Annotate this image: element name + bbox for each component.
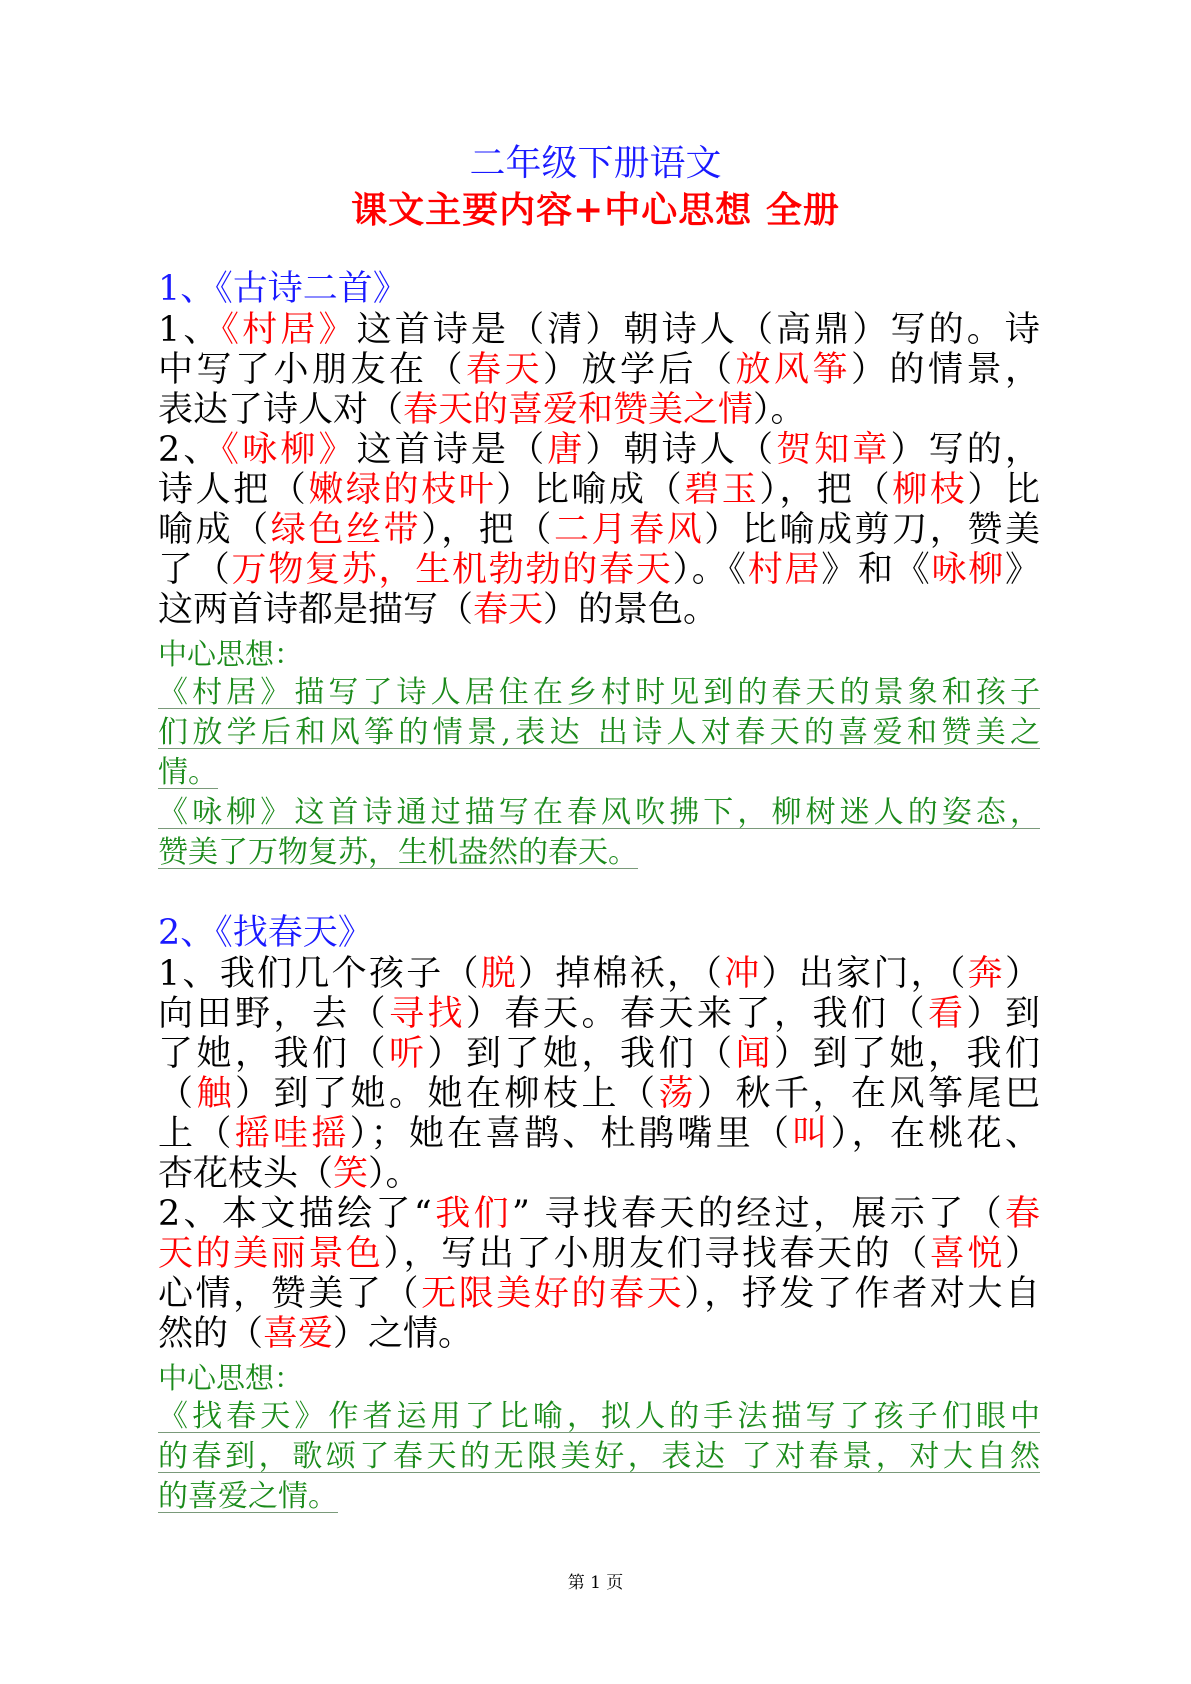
section-heading: 2、《找春天》 (158, 913, 373, 953)
document-title: 二年级下册语文 (469, 143, 722, 184)
answer-text: 无限美好的春天 (421, 1274, 685, 1314)
center-idea-text: 《村居》描写了诗人居住在乡村时见到的春天的景象和孩子 (158, 675, 1040, 710)
text-segment: ）秋千，在风筝尾巴 (696, 1074, 1040, 1114)
text-segment: ）的景色。 (543, 590, 719, 630)
answer-text: 柳枝 (892, 470, 968, 510)
text-segment: ），抒发了作者对大自 (684, 1274, 1040, 1314)
answer-text: 闻 (735, 1034, 774, 1074)
section-heading: 1、《古诗二首》 (158, 269, 408, 309)
text-segment: ） (1004, 1234, 1040, 1274)
answer-text: 二月春风 (553, 510, 705, 550)
text-segment: 1、我们几个孩子（ (158, 954, 481, 994)
text-segment: ）；她在喜鹊、杜鹃嘴里（ (349, 1114, 793, 1154)
text-segment: ）到了她，我们 (773, 1034, 1040, 1074)
answer-text: 春天的喜爱和赞美之情 (403, 390, 754, 430)
center-idea-text: 们放学后和风筝的情景,表达 出诗人对春天的喜爱和赞美之 (158, 715, 1040, 750)
answer-text: 村居 (747, 550, 822, 590)
center-idea-text: 《咏柳》这首诗通过描写在春风吹拂下，柳树迷人的姿态， (158, 795, 1040, 830)
answer-text: 荡 (658, 1074, 697, 1114)
text-segment: ）到 (966, 994, 1040, 1034)
answer-text: 奔 (967, 954, 1005, 994)
text-line (158, 1154, 1040, 1194)
answer-text: 《村居》 (221, 310, 357, 350)
document-subtitle: 课文主要内容+中心思想 全册 (351, 189, 840, 231)
text-segment: ）。 (368, 1154, 421, 1194)
text-segment: 向田野，去（ (158, 994, 389, 1034)
text-segment: 清 (547, 310, 586, 350)
text-line (158, 470, 1040, 510)
text-segment: （ (158, 1074, 197, 1114)
text-line (158, 1274, 1040, 1314)
text-segment: 2、本文描绘了“ (158, 1194, 432, 1234)
text-segment: ），在桃花、 (830, 1114, 1040, 1154)
answer-text: 喜爱 (263, 1314, 334, 1354)
text-segment: ）掉棉袄，（ (518, 954, 725, 994)
center-idea-line (158, 794, 1040, 834)
center-idea-line (158, 834, 1040, 874)
text-segment: 高鼎 (776, 310, 853, 350)
answer-text: 听 (388, 1034, 428, 1074)
center-idea-line (158, 754, 1040, 794)
text-segment: 这首诗是（ (356, 430, 548, 470)
text-line (158, 590, 1040, 630)
text-line (158, 1074, 1040, 1114)
answer-text: 贺知章 (776, 430, 891, 470)
center-idea-label: 中心思想： (158, 637, 304, 671)
answer-text: 春天 (465, 350, 543, 390)
center-idea-line (158, 1478, 1040, 1518)
answer-text: 嫩绿的枝叶 (308, 470, 497, 510)
text-segment: 诗人把（ (158, 470, 309, 510)
text-line (158, 1314, 1040, 1354)
answer-text: 摇哇摇 (234, 1114, 350, 1154)
answer-text: 春 (1004, 1194, 1040, 1234)
answer-text: 我们 (431, 1194, 512, 1234)
text-segment: 了（ (158, 550, 232, 590)
text-line (158, 1234, 1040, 1274)
answer-text: 唐 (547, 430, 586, 470)
answer-text: 冲 (724, 954, 762, 994)
text-line (158, 954, 1040, 994)
answer-text: 寻找 (388, 994, 466, 1034)
text-segment: 2、 (158, 430, 222, 470)
answer-text: 春天 (473, 590, 544, 630)
text-segment: ）到了她，我们（ (427, 1034, 736, 1074)
text-segment: 中写了小朋友在（ (158, 350, 466, 390)
answer-text: 笑 (333, 1154, 369, 1194)
text-segment: ” 寻找春天的经过，展示了（ (512, 1194, 1005, 1234)
text-segment: 上（ (158, 1114, 235, 1154)
text-segment: 然的（ (158, 1314, 264, 1354)
text-segment: 了她，我们（ (158, 1034, 389, 1074)
text-segment: ）朝诗人（ (585, 430, 777, 470)
center-idea-line (158, 1398, 1040, 1438)
text-segment: ）之情。 (333, 1314, 474, 1354)
text-segment: ）写的。诗 (852, 310, 1040, 350)
text-line (158, 350, 1040, 390)
text-segment: ）写的， (890, 430, 1040, 470)
center-idea-text: 的春到，歌颂了春天的无限美好，表达 了对春景，对大自然 (158, 1439, 1040, 1474)
text-segment: 》 (1004, 550, 1040, 590)
text-segment: 杏花枝头（ (158, 1154, 334, 1194)
text-line (158, 430, 1040, 470)
text-segment: 》和《 (821, 550, 932, 590)
text-segment: 表达了诗人对（ (158, 390, 404, 430)
text-line (158, 1194, 1040, 1234)
text-segment: ）春天。春天来了，我们（ (465, 994, 928, 1034)
text-segment: ）。《 (672, 550, 748, 590)
text-segment: ）的情景， (850, 350, 1040, 390)
text-line (158, 994, 1040, 1034)
text-segment: 这两首诗都是描写（ (158, 590, 474, 630)
text-line (158, 1034, 1040, 1074)
text-segment: ），把（ (759, 470, 893, 510)
answer-text: 万物复苏，生机勃勃的春天 (231, 550, 673, 590)
answer-text: 碧玉 (684, 470, 760, 510)
text-segment: ）放学后（ (542, 350, 736, 390)
text-segment: ）比 (967, 470, 1040, 510)
center-idea-text: 赞美了万物复苏，生机盎然的春天。 (158, 835, 638, 870)
text-segment: ），把（ (421, 510, 554, 550)
answer-text: 天的美丽景色 (158, 1234, 384, 1274)
answer-text: 喜悦 (929, 1234, 1005, 1274)
section-zhao-chuntian (158, 912, 1040, 1518)
center-idea-text: 情。 (158, 755, 218, 790)
text-segment: ），写出了小朋友们寻找春天的（ (383, 1234, 930, 1274)
answer-text: 咏柳 (931, 550, 1005, 590)
text-segment: 心情，赞美了（ (158, 1274, 422, 1314)
text-segment: 1、 (158, 310, 222, 350)
answer-text: 放风筝 (735, 350, 851, 390)
text-segment: ）。 (753, 390, 806, 430)
answer-text: 绿色丝带 (270, 510, 422, 550)
text-line (158, 310, 1040, 350)
text-segment: ）出家门，（ (761, 954, 968, 994)
text-segment: ）比喻成（ (496, 470, 685, 510)
center-idea-line (158, 1438, 1040, 1478)
center-idea-line (158, 674, 1040, 714)
text-segment: ）朝诗人（ (585, 310, 777, 350)
text-line (158, 550, 1040, 590)
text-line (158, 390, 1040, 430)
section-gushi-ershou (158, 268, 1040, 874)
text-segment: 喻成（ (158, 510, 271, 550)
text-segment: ） (1004, 954, 1040, 994)
answer-text: 看 (927, 994, 967, 1034)
text-line (158, 510, 1040, 550)
answer-text: 脱 (480, 954, 519, 994)
answer-text: 叫 (792, 1114, 831, 1154)
text-segment: ）到了她。她在柳枝上（ (235, 1074, 659, 1114)
center-idea-line (158, 714, 1040, 754)
answer-text: 《咏柳》 (221, 430, 357, 470)
center-idea-label: 中心思想： (158, 1361, 304, 1395)
page-number: 第 1 页 (567, 1573, 624, 1593)
center-idea-text: 《找春天》作者运用了比喻，拟人的手法描写了孩子们眼中 (158, 1399, 1040, 1434)
text-line (158, 1114, 1040, 1154)
answer-text: 触 (196, 1074, 235, 1114)
text-segment: 这首诗是（ (356, 310, 548, 350)
text-segment: ）比喻成剪刀，赞美 (704, 510, 1040, 550)
center-idea-text: 的喜爱之情。 (158, 1479, 338, 1514)
